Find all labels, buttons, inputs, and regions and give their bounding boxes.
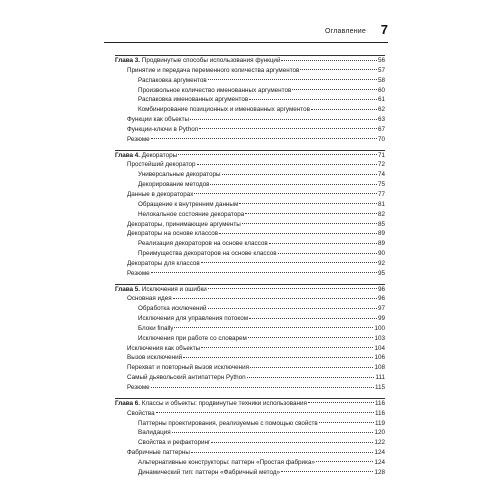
page-ref: 111 <box>375 374 385 382</box>
page-ref: 99 <box>377 315 385 323</box>
leader-dots <box>269 243 377 244</box>
toc-entry <box>115 383 385 393</box>
entry-title: Произвольное количество именованных аргументов <box>138 86 292 94</box>
toc-entry <box>115 269 385 279</box>
page-ref: 116 <box>374 399 385 407</box>
toc-entry <box>115 373 385 383</box>
page-ref: 62 <box>377 106 385 114</box>
toc-entry <box>115 115 385 125</box>
leader-dots <box>190 119 377 120</box>
leader-dots <box>248 337 374 338</box>
toc-entry <box>115 259 385 269</box>
chapter-label: Глава 5. <box>115 285 141 293</box>
page-ref: 124 <box>374 449 385 457</box>
toc-entry <box>115 304 385 314</box>
leader-dots <box>242 223 377 224</box>
leader-dots <box>199 128 377 129</box>
leader-dots <box>191 452 374 453</box>
entry-title: Данные в декораторах <box>127 190 194 198</box>
leader-dots <box>319 422 374 423</box>
page-ref: 120 <box>374 429 385 437</box>
leader-dots <box>194 193 377 194</box>
leader-dots <box>300 69 377 70</box>
page-ref: 124 <box>374 458 385 466</box>
leader-dots <box>219 233 377 234</box>
leader-dots <box>249 99 377 100</box>
chapter-entry <box>115 285 385 295</box>
chapter-title <box>115 151 177 161</box>
chapter-label: Глава 4. <box>115 151 141 159</box>
toc-entry <box>115 363 385 373</box>
entry-title: Преимущества декораторов на основе классов <box>138 250 277 258</box>
leader-dots <box>183 357 373 358</box>
page-ref: 119 <box>374 419 385 427</box>
entry-title: Основная идея <box>127 295 172 303</box>
page-ref: 103 <box>374 334 385 342</box>
page-ref: 77 <box>377 190 385 198</box>
running-title: Оглавление <box>324 28 366 35</box>
page-ref: 58 <box>377 76 385 84</box>
leader-dots <box>281 60 377 61</box>
page-ref: 74 <box>377 171 385 179</box>
toc-entry <box>115 428 385 438</box>
leader-dots <box>249 318 377 319</box>
leader-dots <box>247 377 375 378</box>
entry-title: Исключения как объекты <box>127 344 201 352</box>
chapter-entry <box>115 151 385 161</box>
page-ref: 116 <box>374 409 385 417</box>
leader-dots <box>292 89 377 90</box>
page-ref: 128 <box>374 468 385 476</box>
entry-title: Свойства и рефакторинг <box>138 439 211 447</box>
entry-title: Обработка исключений <box>138 305 207 313</box>
toc-entry <box>115 105 385 115</box>
leader-dots <box>151 138 377 139</box>
table-of-contents <box>115 55 385 478</box>
entry-title: Исключения при работе со словарем <box>138 334 247 342</box>
toc-entry <box>115 190 385 200</box>
toc-entry <box>115 468 385 478</box>
page-ref: 67 <box>377 125 385 133</box>
entry-title: Универсальные декораторы <box>138 171 221 179</box>
chapter-block <box>115 150 385 279</box>
toc-entry <box>115 135 385 145</box>
chapter-title <box>115 285 207 295</box>
leader-dots <box>201 262 377 263</box>
entry-title: Перехват и повторный вызов исключения <box>127 364 250 372</box>
entry-title: Декораторы, принимающие аргументы <box>127 220 241 228</box>
chapter-label: Глава 6. <box>115 399 141 407</box>
page-ref: 56 <box>377 57 385 64</box>
leader-dots <box>208 288 377 289</box>
leader-dots <box>156 412 374 413</box>
chapter-block <box>115 284 385 393</box>
toc-entry <box>115 210 385 220</box>
toc-entry <box>115 170 385 180</box>
chapter-entry <box>115 399 385 409</box>
leader-dots <box>174 327 373 328</box>
leader-dots <box>250 367 373 368</box>
page-ref: 85 <box>377 220 385 228</box>
entry-title: Нелокальное состояние декоратора <box>138 210 245 218</box>
page-header <box>104 22 388 43</box>
page-ref: 115 <box>374 384 385 391</box>
toc-entry <box>115 229 385 239</box>
page-ref: 75 <box>377 181 385 189</box>
chapter-title <box>115 56 280 66</box>
page-ref: 122 <box>374 439 385 447</box>
leader-dots <box>239 203 377 204</box>
toc-entry <box>115 409 385 419</box>
entry-title: Обращение к внутренним данным <box>138 200 239 208</box>
leader-dots <box>211 442 373 443</box>
page-ref: 90 <box>377 250 385 258</box>
chapter-title-text: Исключения и ошибки <box>140 285 207 293</box>
entry-title: Реализация декораторов на основе классов <box>138 240 268 248</box>
leader-dots <box>151 387 374 388</box>
toc-entry <box>115 125 385 135</box>
page-ref: 61 <box>377 96 385 104</box>
page-ref: 95 <box>377 269 385 277</box>
chapter-label: Глава 3. <box>115 57 141 64</box>
toc-entry <box>115 334 385 344</box>
leader-dots <box>308 402 374 403</box>
toc-entry <box>115 66 385 76</box>
page-ref: 71 <box>377 151 385 159</box>
leader-dots <box>278 253 377 254</box>
leader-dots <box>172 432 374 433</box>
page-ref: 63 <box>377 116 385 124</box>
entry-title: Простейший декоратор <box>127 161 196 169</box>
entry-title: Резюме <box>127 269 150 277</box>
chapter-block <box>115 398 385 478</box>
page-ref: 72 <box>377 161 385 169</box>
chapter-title-text: Классы и объекты: продвинутые техники использования <box>140 399 307 407</box>
toc-entry <box>115 86 385 96</box>
toc-entry <box>115 448 385 458</box>
page-ref: 104 <box>374 344 385 352</box>
page-ref: 96 <box>377 295 385 303</box>
toc-entry <box>115 249 385 259</box>
entry-title: Исключения для управления потоком <box>138 315 249 323</box>
entry-title: Функции-ключи в Python <box>127 125 199 133</box>
toc-entry <box>115 160 385 170</box>
leader-dots <box>210 184 377 185</box>
page-ref: 81 <box>377 200 385 208</box>
leader-dots <box>173 298 377 299</box>
chapter-title <box>115 399 307 409</box>
entry-title: Валидация <box>138 429 171 437</box>
toc-entry <box>115 438 385 448</box>
toc-entry <box>115 294 385 304</box>
page-ref: 96 <box>377 285 385 293</box>
toc-entry <box>115 419 385 429</box>
entry-title: Альтернативные конструкторы: паттерн «Простая фабрика» <box>138 458 315 466</box>
toc-entry <box>115 180 385 190</box>
leader-dots <box>281 471 373 472</box>
page-ref: 82 <box>377 210 385 218</box>
leader-dots <box>316 461 374 462</box>
toc-entry <box>115 95 385 105</box>
leader-dots <box>197 164 377 165</box>
leader-dots <box>178 154 377 155</box>
entry-title: Резюме <box>127 384 150 391</box>
entry-title: Распаковка именованных аргументов <box>138 96 249 104</box>
page-ref: 70 <box>377 135 385 143</box>
toc-entry <box>115 239 385 249</box>
leader-dots <box>208 79 377 80</box>
leader-dots <box>151 272 377 273</box>
entry-title: Принятие и передача переменного количества аргументов <box>127 66 300 74</box>
page-ref: 108 <box>374 364 385 372</box>
toc-entry <box>115 200 385 210</box>
leader-dots <box>208 308 377 309</box>
entry-title: Декораторы на основе классов <box>127 230 219 238</box>
entry-title: Самый дьявольский антипаттерн Python <box>127 374 246 382</box>
toc-entry <box>115 458 385 468</box>
entry-title: Декорирование методов <box>138 181 210 189</box>
page-ref: 92 <box>377 259 385 267</box>
page-ref: 97 <box>377 305 385 313</box>
entry-title: Свойства <box>127 409 155 417</box>
toc-entry <box>115 220 385 230</box>
chapter-block <box>115 55 385 145</box>
leader-dots <box>201 347 373 348</box>
page-ref: 89 <box>377 230 385 238</box>
page-ref: 60 <box>377 86 385 94</box>
page-number: 7 <box>380 22 388 37</box>
page-ref: 89 <box>377 240 385 248</box>
toc-entry <box>115 324 385 334</box>
chapter-title-text: Продвинутые способы использования функций <box>140 57 281 64</box>
toc-entry <box>115 353 385 363</box>
entry-title: Декораторы для классов <box>127 259 200 267</box>
entry-title: Вызов исключений <box>127 354 183 362</box>
toc-entry <box>115 314 385 324</box>
toc-entry <box>115 76 385 86</box>
entry-title: Динамический тип: паттерн «Фабричный метод» <box>138 468 281 476</box>
entry-title: Блоки finally <box>138 324 174 332</box>
entry-title: Функции как объекты <box>127 116 190 124</box>
leader-dots <box>311 109 377 110</box>
entry-title: Резюме <box>127 135 150 143</box>
chapter-entry <box>115 56 385 66</box>
entry-title: Комбинирование позиционных и именованных аргументов <box>138 106 310 114</box>
entry-title: Распаковка аргументов <box>138 76 207 84</box>
toc-entry <box>115 344 385 354</box>
page-ref: 57 <box>377 66 385 74</box>
entry-title: Паттерны проектирования, реализуемые с помощью свойств <box>138 419 318 427</box>
page-ref: 106 <box>374 354 385 362</box>
chapter-title-text: Декораторы <box>140 151 178 159</box>
leader-dots <box>222 174 377 175</box>
entry-title: Фабричные паттерны <box>127 449 190 457</box>
leader-dots <box>245 213 377 214</box>
page-ref: 100 <box>374 324 385 332</box>
